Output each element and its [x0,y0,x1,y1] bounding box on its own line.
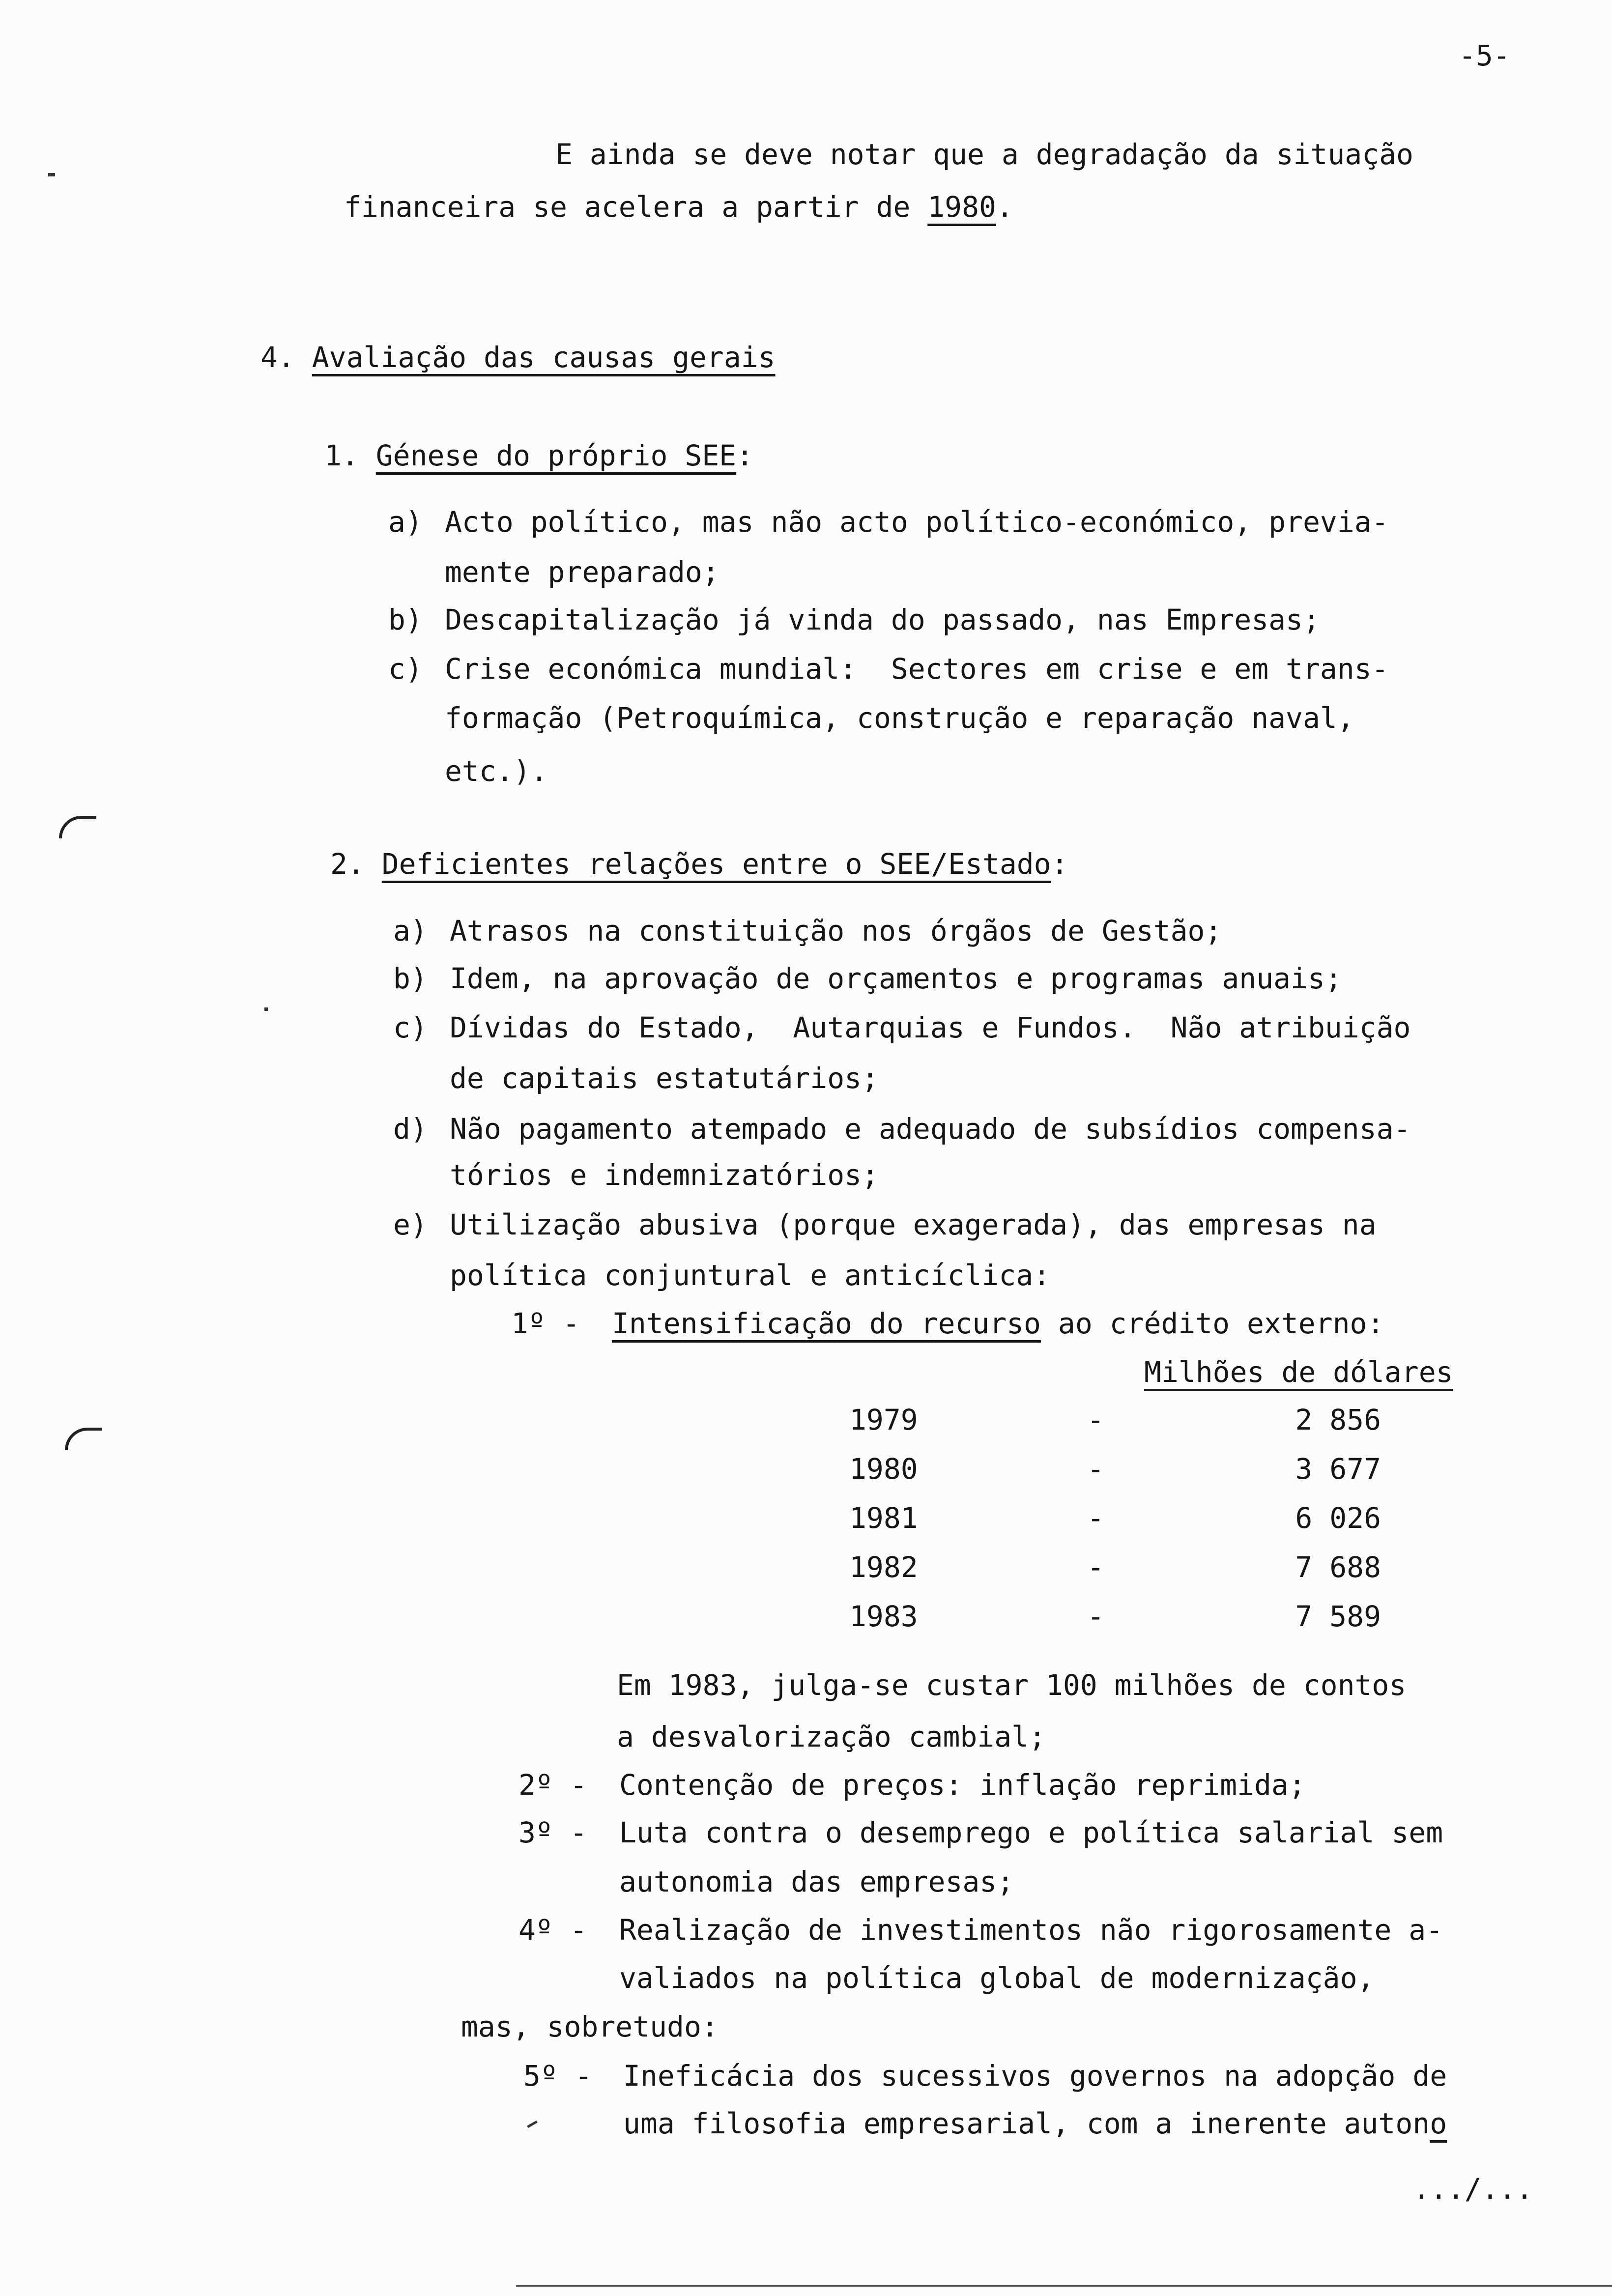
item-text: Dívidas do Estado, Autarquias e Fundos. Não atribuição [450,1011,1411,1044]
item-text: Idem, na aprovação de orçamentos e programas anuais; [450,962,1342,995]
table-year: 1982 [849,1550,918,1584]
point-text: Luta contra o desemprego e política salarial sem [619,1816,1443,1849]
subsection-2-heading: 2. Deficientes relações entre o SEE/Estado: [330,847,1068,881]
table-sep: - [1087,1403,1104,1436]
item-text: de capitais estatutários; [450,1062,879,1095]
item-label: e) [393,1208,428,1241]
item-text: Acto político, mas não acto político-económico, previa- [445,505,1389,539]
table-sep: - [1087,1550,1104,1584]
item-text: tórios e indemnizatórios; [450,1158,879,1192]
item-text: etc.). [445,754,548,788]
item-text: Crise económica mundial: Sectores em crise e em trans- [445,652,1389,686]
item-label: a) [393,914,428,947]
item-label: b) [393,962,428,995]
page-number: -5- [1459,39,1510,72]
point-label: 4º - [518,1913,587,1947]
point-text: valiados na política global de modernização, [619,1961,1375,1995]
table-sep: - [1087,1600,1104,1633]
table-value: 6 026 [1295,1501,1381,1535]
item-text: Atrasos na constituição nos órgãos de Gestão; [450,914,1222,947]
point-label: 1º - [511,1307,580,1340]
intro-line-2: financeira se acelera a partir de 1980. [344,190,1013,224]
table-unit-header: Milhões de dólares [1144,1355,1453,1389]
item-text: formação (Petroquímica, construção e reparação naval, [445,701,1354,735]
item-text: política conjuntural e anticíclica: [450,1259,1051,1292]
intro-year: 1980 [927,190,996,224]
point-label: 5º - [523,2059,592,2093]
item-text: Não pagamento atempado e adequado de subsídios compensa- [450,1112,1411,1146]
margin-mark [48,173,55,176]
subsection-1-title: Génese do próprio SEE [375,439,737,472]
table-value: 7 589 [1295,1600,1381,1633]
stray-mark [527,2121,538,2128]
point-label: 3º - [518,1816,587,1849]
table-year: 1981 [849,1501,918,1535]
table-sep: - [1087,1452,1104,1486]
table-value: 7 688 [1295,1550,1381,1584]
item-label: d) [393,1112,428,1146]
item-label: c) [388,652,423,686]
intro-line-1: E ainda se deve notar que a degradação da situação [555,138,1413,171]
table-year: 1980 [849,1452,918,1486]
margin-mark [264,1007,268,1011]
table-year: 1983 [849,1600,918,1633]
subsection-1-heading: 1. Génese do próprio SEE: [324,439,753,472]
item-label: b) [388,603,423,636]
point-text: Ineficácia dos sucessivos governos na adopção de [623,2059,1447,2093]
table-value: 3 677 [1295,1452,1381,1486]
margin-mark [65,1428,102,1450]
section-title: Avaliação das causas gerais [312,341,776,374]
table-year: 1979 [849,1403,918,1436]
subsection-2-title: Deficientes relações entre o SEE/Estado [381,847,1051,881]
continuation-mark: .../... [1413,2172,1533,2206]
point-label: 2º - [518,1768,587,1802]
item-text: Descapitalização já vinda do passado, nas Empresas; [445,603,1320,636]
point-text: Realização de investimentos não rigorosamente a- [619,1913,1443,1947]
item-label: c) [393,1011,428,1044]
item-label: a) [388,505,423,539]
item-text: mente preparado; [445,555,720,589]
table-sep: - [1087,1501,1104,1535]
note-line: Em 1983, julga-se custar 100 milhões de contos [617,1668,1407,1702]
connector-text: mas, sobretudo: [461,2010,719,2043]
point-text: uma filosofia empresarial, com a inerente autono [623,2107,1447,2140]
item-text: Utilização abusiva (porque exagerada), das empresas na [450,1208,1377,1241]
point-1-title: Intensificação do recurso ao crédito externo: [612,1307,1384,1340]
note-line: a desvalorização cambial; [617,1720,1046,1753]
margin-mark [59,816,96,838]
table-value: 2 856 [1295,1403,1381,1436]
point-text: autonomia das empresas; [619,1865,1014,1898]
page-bottom-edge [516,2285,1612,2287]
point-text: Contenção de preços: inflação reprimida; [619,1768,1306,1802]
section-heading: 4. Avaliação das causas gerais [260,341,776,374]
